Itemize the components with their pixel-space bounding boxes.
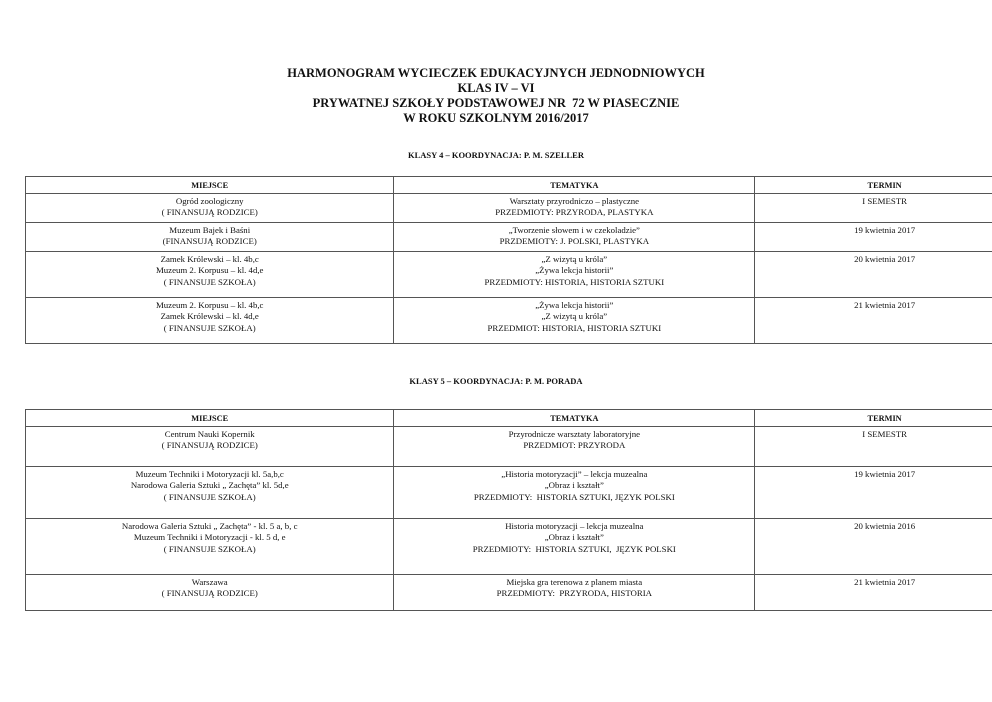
document-title — [0, 66, 992, 126]
cell-line: (FINANSUJĄ RODZICE) — [162, 236, 257, 247]
cell-miejsce — [26, 427, 394, 467]
cell-termin: I SEMESTR — [755, 427, 992, 467]
cell-line: PRZEDMIOTY: HISTORIA SZTUKI, JĘZYK POLSKI — [472, 543, 676, 554]
column-header-tematyka: TEMATYKA — [394, 410, 755, 427]
table-header-row — [26, 410, 992, 427]
cell-line: PRZEDMIOT: PRZYRODA — [523, 440, 626, 451]
cell-line: „Żywa lekcja historii” — [535, 265, 614, 276]
cell-miejsce — [26, 575, 394, 611]
cell-tematyka — [394, 575, 755, 611]
cell-line: ( FINANSUJE SZKOŁA) — [163, 276, 256, 287]
cell-line: „Z wizytą u króla” — [541, 254, 608, 265]
cell-tematyka — [394, 223, 755, 252]
cell-line: „Żywa lekcja historii” — [535, 300, 614, 311]
cell-termin: 21 kwietnia 2017 — [755, 575, 992, 611]
cell-line: PRZEDMIOTY: HISTORIA SZTUKI, JĘZYK POLSKI — [473, 491, 675, 502]
cell-line: Muzeum Techniki i Motoryzacji kl. 5a,b,c — [135, 469, 284, 480]
table-row — [26, 194, 992, 223]
cell-termin: 20 kwietnia 2016 — [755, 519, 992, 575]
cell-line: ( FINANSUJE SZKOŁA) — [163, 543, 256, 554]
column-header-termin: TERMIN — [755, 177, 992, 194]
cell-tematyka — [394, 467, 755, 519]
cell-miejsce — [26, 519, 394, 575]
cell-line: Miejska gra terenowa z planem miasta — [506, 577, 643, 588]
cell-tematyka — [394, 427, 755, 467]
column-header-termin: TERMIN — [755, 410, 992, 427]
column-header-tematyka: TEMATYKA — [394, 177, 755, 194]
cell-miejsce — [26, 298, 394, 344]
cell-line: ( FINANSUJĄ RODZICE) — [161, 207, 258, 218]
cell-termin: I SEMESTR — [755, 194, 992, 223]
title-line: KLAS IV – VI — [457, 81, 535, 95]
cell-tematyka — [394, 252, 755, 298]
title-line: HARMONOGRAM WYCIECZEK EDUKACYJNYCH JEDNODNIOWYCH — [287, 66, 705, 80]
cell-line: PRZEDMIOTY: PRZYRODA, HISTORIA — [496, 588, 653, 599]
cell-tematyka — [394, 298, 755, 344]
cell-miejsce — [26, 467, 394, 519]
cell-line: ( FINANSUJĄ RODZICE) — [161, 588, 258, 599]
cell-tematyka — [394, 194, 755, 223]
cell-line: „Obraz i kształt” — [544, 532, 604, 543]
cell-termin: 19 kwietnia 2017 — [755, 467, 992, 519]
cell-line: ( FINANSUJĄ RODZICE) — [161, 440, 258, 451]
cell-line: ( FINANSUJE SZKOŁA) — [163, 322, 256, 333]
cell-line: PRZEDMIOTY: PRZYRODA, PLASTYKA — [495, 207, 654, 218]
cell-line: Muzeum Techniki i Motoryzacji - kl. 5 d, e — [133, 532, 286, 543]
table-row — [26, 223, 992, 252]
cell-line: Muzeum Bajek i Baśni — [169, 225, 251, 236]
section-heading-klasy-4: KLASY 4 – KOORDYNACJA: P. M. SZELLER — [407, 150, 584, 160]
cell-line: Zamek Królewski – kl. 4d,e — [160, 311, 259, 322]
cell-line: Centrum Nauki Kopernik — [164, 429, 255, 440]
cell-line: Muzeum 2. Korpusu – kl. 4d,e — [155, 265, 264, 276]
table-row — [26, 575, 992, 611]
table-row — [26, 298, 992, 344]
column-header-miejsce: MIEJSCE — [26, 177, 394, 194]
cell-line: PRZEDMIOT: HISTORIA, HISTORIA SZTUKI — [487, 322, 662, 333]
table-row — [26, 467, 992, 519]
cell-line: Zamek Królewski – kl. 4b,c — [160, 254, 259, 265]
cell-line: Narodowa Galeria Sztuki „ Zachęta” - kl. 5 a, b, c — [121, 521, 298, 532]
table-header-row — [26, 177, 992, 194]
section-heading-klasy-5: KLASY 5 – KOORDYNACJA: P. M. PORADA — [409, 376, 583, 386]
schedule-table-klasy-4 — [25, 176, 992, 344]
table-row — [26, 252, 992, 298]
cell-line: Narodowa Galeria Sztuki „ Zachęta” kl. 5d,e — [130, 480, 289, 491]
cell-line: „Z wizytą u króla” — [541, 311, 608, 322]
cell-termin: 21 kwietnia 2017 — [755, 298, 992, 344]
cell-line: Warsztaty przyrodniczo – plastyczne — [509, 196, 640, 207]
cell-line: Warszawa — [191, 577, 228, 588]
title-line: PRYWATNEJ SZKOŁY PODSTAWOWEJ NR 72 W PIASECZNIE — [312, 96, 680, 110]
cell-line: „Historia motoryzacji” – lekcja muzealna — [501, 469, 648, 480]
column-header-miejsce: MIEJSCE — [26, 410, 394, 427]
cell-termin: 19 kwietnia 2017 — [755, 223, 992, 252]
title-line: W ROKU SZKOLNYM 2016/2017 — [403, 111, 589, 125]
table-row — [26, 427, 992, 467]
schedule-table-klasy-5 — [25, 409, 992, 611]
table-row — [26, 519, 992, 575]
cell-miejsce — [26, 223, 394, 252]
cell-line: PRZDEMIOTY: J. POLSKI, PLASTYKA — [499, 236, 650, 247]
cell-termin: 20 kwietnia 2017 — [755, 252, 992, 298]
cell-line: Historia motoryzacji – lekcja muzealna — [505, 521, 644, 532]
cell-line: Przyrodnicze warsztaty laboratoryjne — [508, 429, 641, 440]
cell-line: PRZEDMIOTY: HISTORIA, HISTORIA SZTUKI — [484, 276, 665, 287]
cell-miejsce — [26, 194, 394, 223]
cell-line: Muzeum 2. Korpusu – kl. 4b,c — [155, 300, 264, 311]
cell-miejsce — [26, 252, 394, 298]
cell-line: ( FINANSUJE SZKOŁA) — [163, 491, 256, 502]
cell-line: „Tworzenie słowem i w czekoladzie” — [508, 225, 640, 236]
cell-tematyka — [394, 519, 755, 575]
cell-line: Ogród zoologiczny — [175, 196, 244, 207]
cell-line: „Obraz i kształt” — [544, 480, 604, 491]
